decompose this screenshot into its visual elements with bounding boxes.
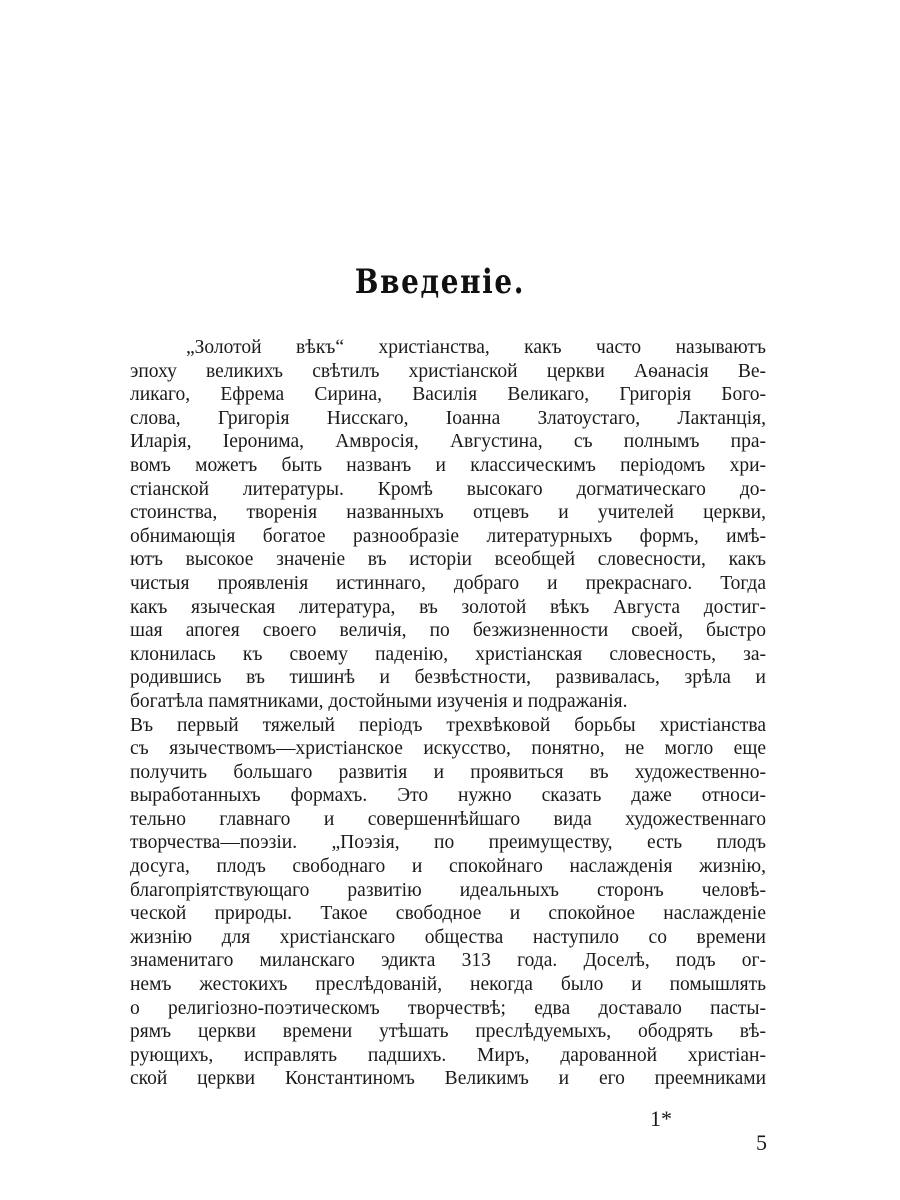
text-line: шая апогея своего величія, по безжизненности своей, быстро [130,620,766,642]
text-line: родившись въ тишинѣ и безвѣстности, развивалась, зрѣла и [130,667,766,689]
text-line: тельно главнаго и совершеннѣйшаго вида художественнаго [130,808,766,830]
text-line: „Золотой вѣкъ“ христіанства, какъ часто называютъ [186,337,766,358]
text-line: эпоху великихъ свѣтилъ христіанской церкви Аѳанасія Ве- [130,360,766,382]
text-line: досуга, плодъ свободнаго и спокойнаго наслажденія жизнію, [130,856,766,878]
text-line: съ язычествомъ—христіанское искусство, понятно, не могло еще [130,738,766,760]
text-line: рямъ церкви времени утѣшать преслѣдуемыхъ, ободрять вѣ- [130,1021,766,1043]
text-line: чистыя проявленія истиннаго, добраго и прекраснаго. Тогда [130,572,766,594]
text-line: вомъ можетъ быть названъ и классическимъ періодомъ хри- [130,454,766,476]
text-line: стіанской литературы. Кромѣ высокаго догматическаго до- [130,478,766,500]
text-line: Иларія, Іеронима, Амвросія, Августина, съ полнымъ пра- [130,431,766,453]
text-line: выработанныхъ формахъ. Это нужно сказать даже относи- [130,785,766,807]
chapter-title: Введеніе. [354,262,526,302]
body-text [130,336,766,1091]
text-line: ческой природы. Такое свободное и спокойное наслажденіе [130,903,766,925]
text-line: благопріятствующаго развитію идеальныхъ сторонъ человѣ- [130,879,766,901]
text-line: ютъ высокое значеніе въ исторіи всеобщей словесности, какъ [130,549,766,571]
text-line: стоинства, творенія названныхъ отцевъ и учителей церкви, [130,502,766,524]
text-line: о религіозно-поэтическомъ творчествѣ; едва доставало пасты- [130,997,766,1019]
text-line: ской церкви Константиномъ Великимъ и его преемниками [130,1068,766,1090]
page-number: 5 [756,1130,767,1155]
text-line: клонилась къ своему паденію, христіанская словесность, за- [130,643,766,665]
text-line: обнимающія богатое разнообразіе литературныхъ формъ, имѣ- [130,525,766,547]
text-line: знаменитаго миланскаго эдикта 313 года. Доселѣ, подъ ог- [130,950,766,972]
text-line: жизнію для христіанскаго общества наступило со времени [130,926,766,948]
text-line: творчества—поэзіи. „Поэзія, по преимуществу, есть плодъ [130,832,766,854]
text-line: богатѣла памятниками, достойными изученія и подражанія. [130,690,628,712]
text-line: Въ первый тяжелый періодъ трехвѣковой борьбы христіанства [130,714,766,736]
signature-mark: 1* [650,1106,672,1131]
text-line: ликаго, Ефрема Сирина, Василія Великаго, Григорія Бого- [130,384,766,406]
text-line: получить большаго развитія и проявиться въ художественно- [130,761,766,783]
text-line: какъ языческая литература, въ золотой вѣкъ Августа достиг- [130,596,766,618]
text-line: немъ жестокихъ преслѣдованій, некогда было и помышлять [130,974,766,996]
text-line: слова, Григорія Нисскаго, Іоанна Златоустаго, Лактанція, [130,407,766,429]
text-line: рующихъ, исправлять падшихъ. Миръ, дарованной христіан- [130,1044,766,1066]
